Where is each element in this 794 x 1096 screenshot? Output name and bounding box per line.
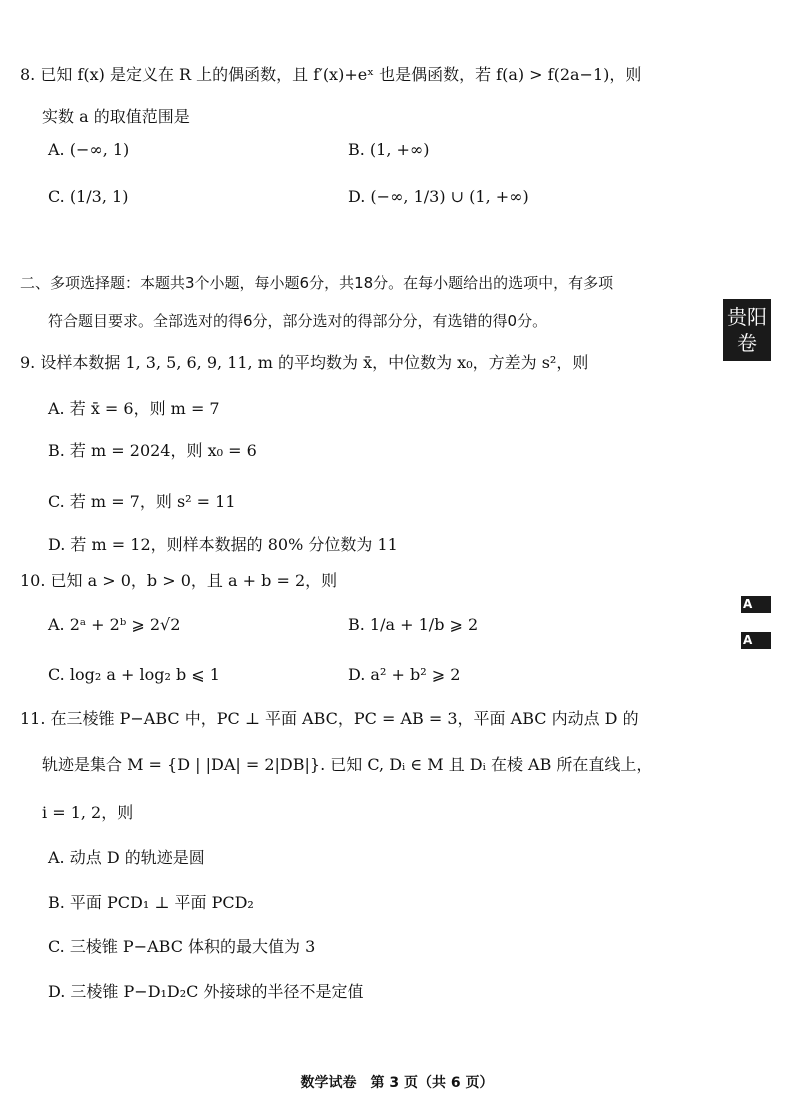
section-2-instructions: 符合题目要求。全部选对的得6分，部分选对的得部分分，有选错的得0分。: [48, 312, 548, 330]
question-9-option-b: B. 若 m = 2024，则 x₀ = 6: [48, 441, 257, 460]
section-2-heading: 二、多项选择题：本题共3个小题，每小题6分，共18分。在每小题给出的选项中，有多项: [20, 274, 614, 292]
question-11-stem-continued-1: 轨迹是集合 M = {D | |DA| = 2|DB|}. 已知 C, Dᵢ ∈ M 且 Dᵢ 在棱 AB 所在直线上，: [42, 755, 653, 774]
question-11-option-b: B. 平面 PCD₁ ⊥ 平面 PCD₂: [48, 893, 254, 912]
question-9-option-a: A. 若 x̄ = 6，则 m = 7: [48, 399, 220, 418]
region-tab: [723, 299, 771, 361]
question-8-stem: 8. 已知 f(x) 是定义在 R 上的偶函数，且 f′(x)+eˣ 也是偶函数，若 f(a) > f(2a−1)，则: [20, 65, 642, 84]
question-9-stem: 9. 设样本数据 1, 3, 5, 6, 9, 11, m 的平均数为 x̄，中位数为 x₀，方差为 s²，则: [20, 353, 589, 372]
question-10-option-b: B. 1/a + 1/b ⩾ 2: [348, 615, 479, 634]
margin-marker-a-1: A: [741, 596, 771, 613]
question-10-stem: 10. 已知 a > 0，b > 0，且 a + b = 2，则: [20, 571, 338, 590]
question-10-option-d: D. a² + b² ⩾ 2: [348, 665, 461, 684]
question-11-stem: 11. 在三棱锥 P−ABC 中，PC ⊥ 平面 ABC，PC = AB = 3，平面 ABC 内动点 D 的: [20, 709, 639, 728]
question-8-option-d: D. (−∞, 1/3) ∪ (1, +∞): [348, 187, 529, 206]
question-8-option-a: A. (−∞, 1): [48, 140, 130, 159]
question-9-option-d: D. 若 m = 12，则样本数据的 80% 分位数为 11: [48, 535, 398, 554]
margin-marker-a-2: A: [741, 632, 771, 649]
region-tab-line2: 卷: [737, 331, 757, 355]
question-11-option-a: A. 动点 D 的轨迹是圆: [48, 848, 205, 867]
question-10-option-c: C. log₂ a + log₂ b ⩽ 1: [48, 665, 220, 684]
question-10-option-a: A. 2ᵃ + 2ᵇ ⩾ 2√2: [48, 615, 181, 634]
question-9-option-c: C. 若 m = 7，则 s² = 11: [48, 492, 236, 511]
question-8-stem-continued: 实数 a 的取值范围是: [42, 107, 190, 126]
question-11-stem-continued-2: i = 1, 2，则: [42, 803, 134, 822]
question-8-option-c: C. (1/3, 1): [48, 187, 129, 206]
page-footer: 数学试卷 第 3 页（共 6 页）: [300, 1075, 494, 1091]
region-tab-line1: 贵阳: [727, 305, 767, 329]
question-8-option-b: B. (1, +∞): [348, 140, 430, 159]
question-11-option-c: C. 三棱锥 P−ABC 体积的最大值为 3: [48, 937, 316, 956]
question-11-option-d: D. 三棱锥 P−D₁D₂C 外接球的半径不是定值: [48, 982, 364, 1001]
